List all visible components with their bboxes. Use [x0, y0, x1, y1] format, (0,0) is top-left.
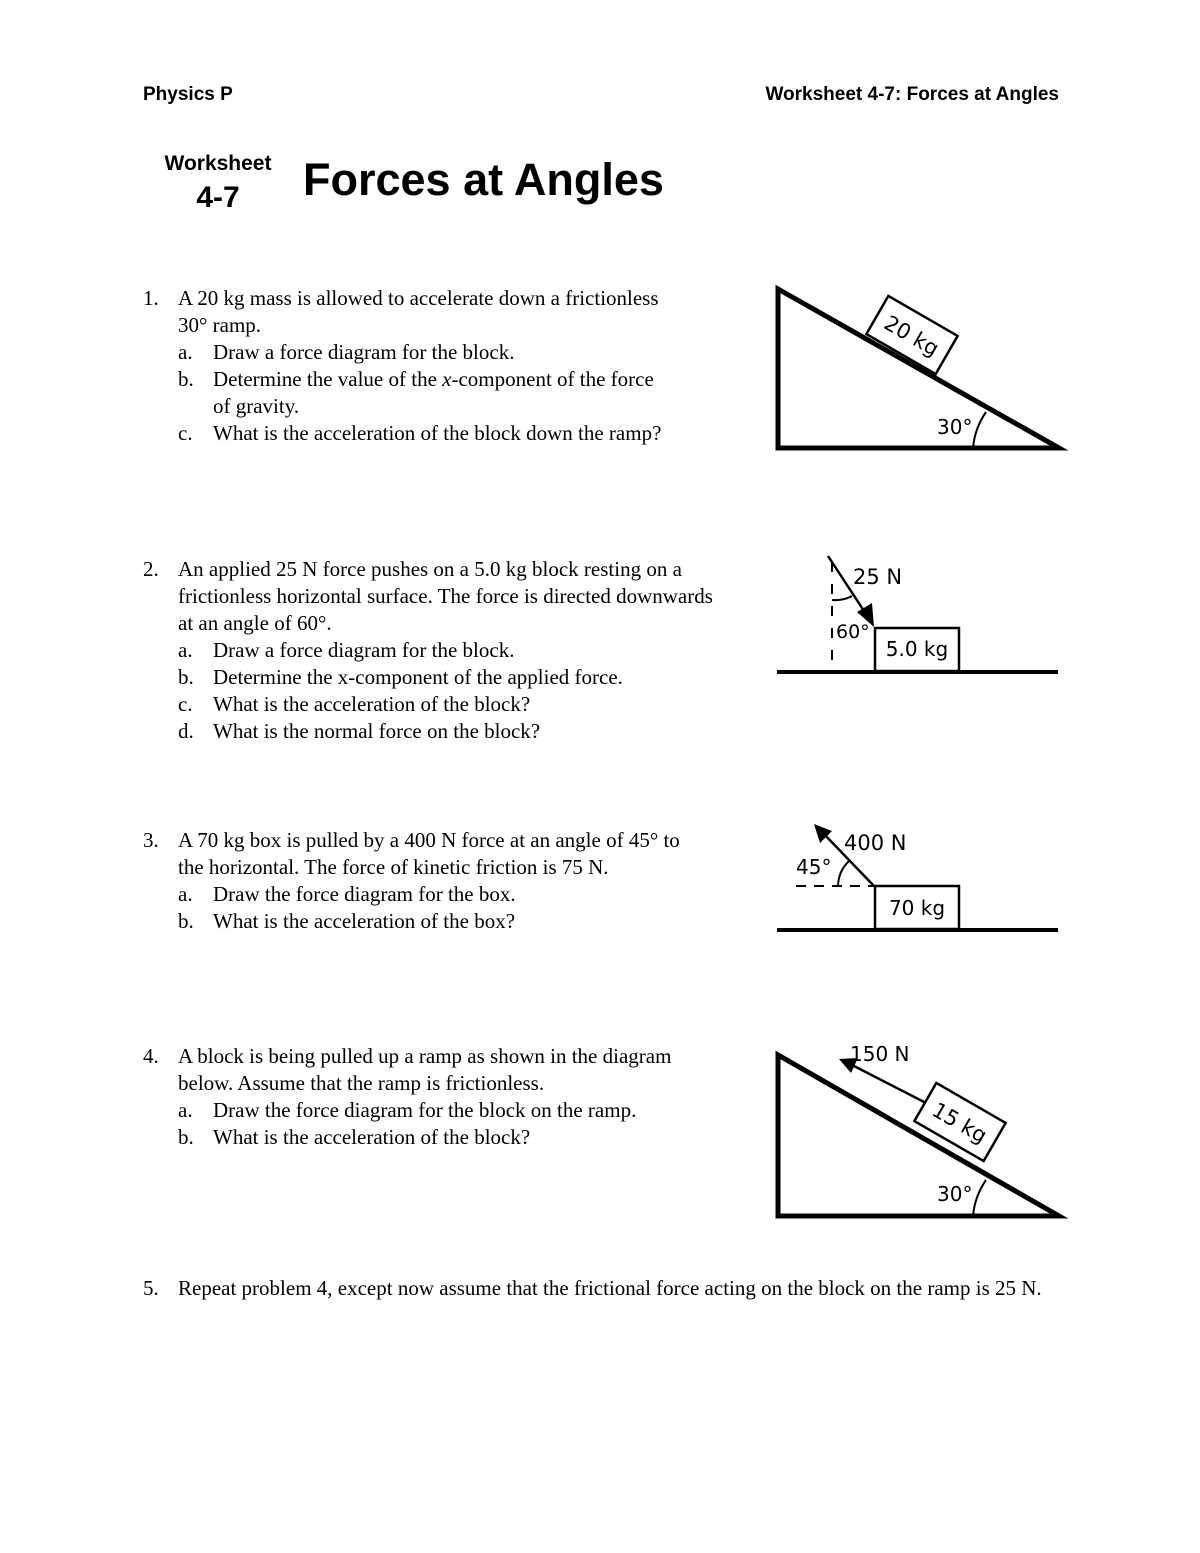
- part-text: Draw the force diagram for the box.: [213, 882, 516, 906]
- mass-label: 5.0 kg: [885, 637, 949, 661]
- angle-label: 30°: [937, 1182, 973, 1206]
- problem-number: 1.: [143, 286, 159, 310]
- part-letter: b.: [178, 1125, 194, 1149]
- problem-number: 4.: [143, 1044, 159, 1068]
- angle-arc: [973, 412, 986, 448]
- part-text: What is the acceleration of the block?: [213, 1125, 531, 1149]
- problem-part: [178, 1097, 713, 1124]
- problem-stem: A 20 kg mass is allowed to accelerate down a frictionless 30° ramp.: [178, 286, 659, 337]
- figure-pulled-box: [770, 815, 1070, 940]
- problem-1: [143, 285, 673, 447]
- part-text: What is the acceleration of the block?: [213, 692, 531, 716]
- block: [914, 1083, 1005, 1161]
- problem-part: [178, 691, 713, 718]
- angle-arc: [832, 596, 852, 600]
- part-letter: a.: [178, 340, 193, 364]
- problem-part: [178, 339, 673, 366]
- problem-number: 5.: [143, 1276, 159, 1300]
- part-text: Draw a force diagram for the block.: [213, 340, 515, 364]
- part-text: Draw the force diagram for the block on the ramp.: [213, 1098, 637, 1122]
- problem-stem: Repeat problem 4, except now assume that the frictional force acting on the block on the ramp is 25 N.: [178, 1276, 1042, 1300]
- figure-ramp-1: [770, 280, 1070, 460]
- problem-part: [178, 664, 713, 691]
- worksheet-number: 4-7: [196, 181, 240, 214]
- part-letter: c.: [178, 421, 193, 445]
- problem-number: 3.: [143, 828, 159, 852]
- angle-label: 60°: [836, 621, 870, 643]
- problem-part: [178, 637, 713, 664]
- part-text-end: -component of the force of gravity.: [213, 367, 654, 418]
- figure-ramp-pulled: [770, 1040, 1070, 1225]
- header-course: Physics P: [143, 84, 233, 105]
- angle-arc: [973, 1180, 986, 1216]
- problem-3: [143, 827, 703, 935]
- part-letter: b.: [178, 665, 194, 689]
- mass-label: 20 kg: [879, 310, 944, 361]
- header-worksheet-title: Worksheet 4-7: Forces at Angles: [765, 84, 1059, 105]
- part-letter: a.: [178, 882, 193, 906]
- ramp-triangle: [778, 1055, 1059, 1216]
- problem-2: [143, 556, 713, 745]
- figure-pushed-block: [770, 548, 1070, 678]
- page-title: Forces at Angles: [303, 154, 664, 205]
- angle-label: 30°: [937, 415, 973, 439]
- force-label: 150 N: [850, 1042, 910, 1066]
- part-letter: a.: [178, 638, 193, 662]
- angle-label: 45°: [796, 855, 832, 879]
- problem-stem: A 70 kg box is pulled by a 400 N force at an angle of 45° to the horizontal. The force of kinetic friction is 75 N.: [178, 828, 680, 879]
- problem-stem: An applied 25 N force pushes on a 5.0 kg block resting on a frictionless horizontal surface. The force is directed downwards at an angle of 60°.: [178, 557, 713, 635]
- problem-stem: A block is being pulled up a ramp as shown in the diagram below. Assume that the ramp is frictionless.: [178, 1044, 672, 1095]
- angle-arc: [838, 861, 849, 886]
- part-text: What is the acceleration of the box?: [213, 909, 516, 933]
- part-text: Draw a force diagram for the block.: [213, 638, 515, 662]
- part-letter: a.: [178, 1098, 193, 1122]
- force-arrow-shaft: [852, 1065, 928, 1104]
- force-label: 25 N: [853, 565, 903, 589]
- part-text-start: Determine the value of the: [213, 367, 443, 391]
- problem-number: 2.: [143, 557, 159, 581]
- part-text: Determine the x-component of the applied force.: [213, 665, 623, 689]
- problem-part: [178, 718, 713, 745]
- part-letter: c.: [178, 692, 193, 716]
- part-letter: b.: [178, 367, 194, 391]
- problem-part: [178, 366, 673, 420]
- problem-part: [178, 881, 703, 908]
- problem-part: [178, 908, 703, 935]
- part-text: What is the normal force on the block?: [213, 719, 541, 743]
- mass-label: 70 kg: [888, 896, 946, 920]
- problem-part: [178, 1124, 713, 1151]
- worksheet-label: Worksheet: [164, 152, 272, 175]
- problem-part: [178, 420, 673, 447]
- part-letter: d.: [178, 719, 194, 743]
- part-letter: b.: [178, 909, 194, 933]
- part-text-italic: x: [442, 367, 452, 391]
- problem-5: [143, 1275, 1063, 1302]
- force-label: 400 N: [844, 831, 907, 855]
- mass-label: 15 kg: [927, 1097, 992, 1148]
- part-text: What is the acceleration of the block down the ramp?: [213, 421, 662, 445]
- problem-4: [143, 1043, 713, 1151]
